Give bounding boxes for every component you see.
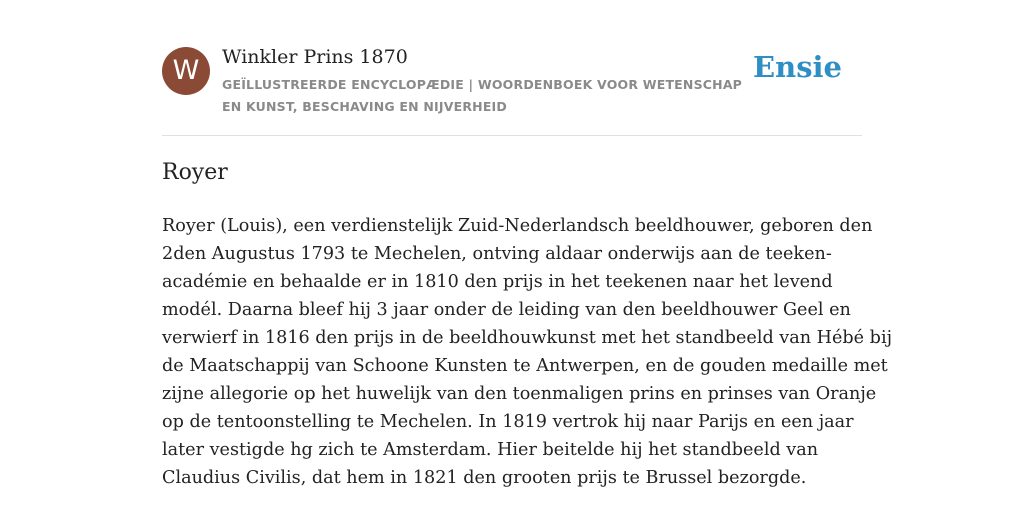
article-line: Claudius Civilis, dat hem in 1821 den grooten prijs te Brussel bezorgde. <box>162 468 807 488</box>
ensie-logo[interactable]: Ensie <box>753 50 842 84</box>
source-header <box>162 44 862 118</box>
source-subtitle: GEÏLLUSTREERDE ENCYCLOPÆDIE | WOORDENBOEK VOOR WETENSCHAP EN KUNST, BESCHAVING EN NIJVERHEID <box>222 77 743 114</box>
article-line: académie en behaalde er in 1810 den prijs in het teekenen naar het levend <box>162 272 833 292</box>
source-title[interactable]: Winkler Prins 1870 <box>222 46 408 68</box>
header-divider <box>162 135 862 136</box>
source-avatar[interactable]: W <box>162 47 210 95</box>
article-line: modél. Daarna bleef hij 3 jaar onder de leiding van den beeldhouwer Geel en <box>162 300 851 320</box>
article-body <box>162 212 893 492</box>
article-line: verwierf in 1816 den prijs in de beeldhouwkunst met het standbeeld van Hébé bij <box>162 328 893 348</box>
article-line: op de tentoonstelling te Mechelen. In 1819 vertrok hij naar Parijs en een jaar <box>162 412 854 432</box>
article-line: de Maatschappij van Schoone Kunsten te Antwerpen, en de gouden medaille met <box>162 356 888 376</box>
article-title: Royer <box>162 160 228 185</box>
article-line: zijne allegorie op het huwelijk van den toenmaligen prins en prinses van Oranje <box>162 384 877 404</box>
article-line: later vestigde hg zich te Amsterdam. Hier beitelde hij het standbeeld van <box>162 440 819 460</box>
article-line: Royer (Louis), een verdienstelijk Zuid-Nederlandsch beeldhouwer, geboren den <box>162 216 873 236</box>
article-line: 2den Augustus 1793 te Mechelen, ontving aldaar onderwijs aan de teeken- <box>162 244 832 264</box>
